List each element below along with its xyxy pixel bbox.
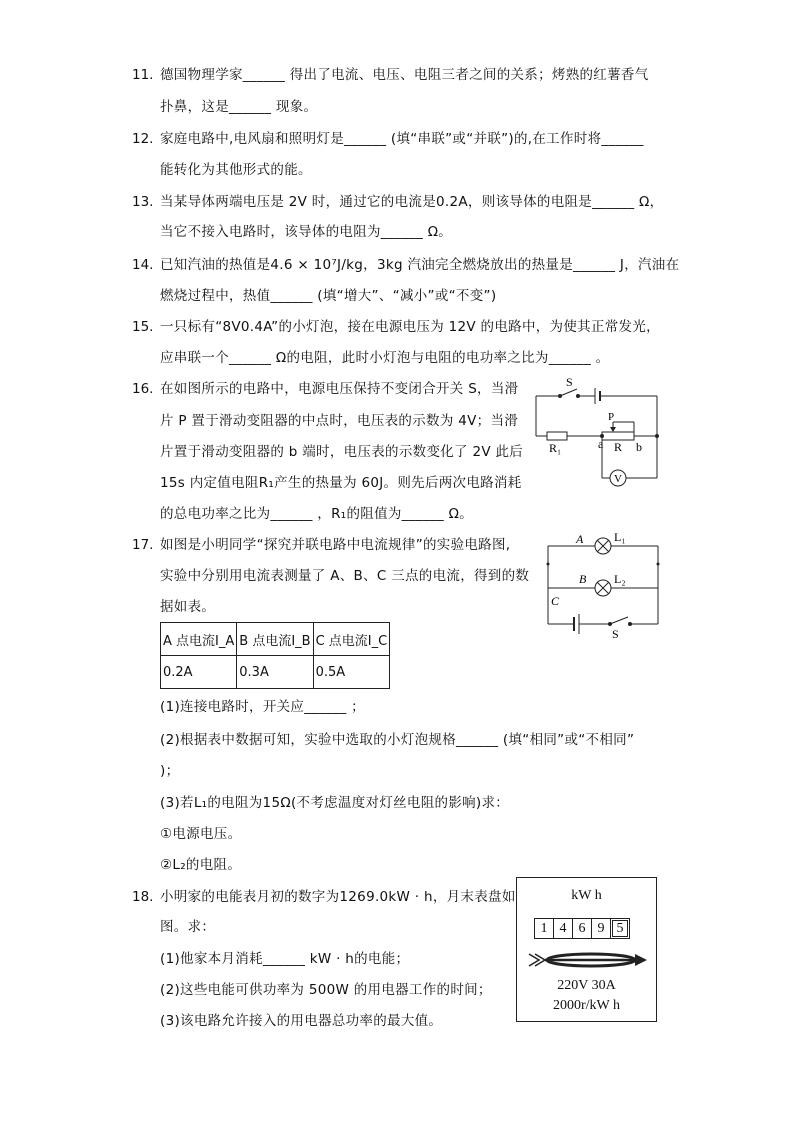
q17-sub-5: ①电源电压。: [160, 826, 242, 842]
q17-l2-label: L₂: [614, 572, 626, 586]
q15-number: 15.: [132, 319, 154, 335]
q18-sub-1: (1)他家本月消耗______ kW · h的电能；: [160, 951, 410, 967]
q16-line-5: 的总电功率之比为______ ，R₁的阻值为______ Ω。: [160, 506, 473, 522]
q12-line-2: 能转化为其他形式的能。: [160, 162, 312, 178]
meter-digit-decimal: 5: [610, 918, 630, 939]
meter-rating: 220V 30A: [557, 978, 616, 993]
q17-sub-6: ②L₂的电阻。: [160, 857, 242, 873]
q18-sub-2: (2)这些电能可供功率为 500W 的用电器工作的时间；: [160, 982, 492, 998]
meter-digit: 6: [572, 918, 592, 939]
meter-unit-label: kW h: [571, 888, 602, 903]
q17-sub-1: (1)连接电路时，开关应______ ；: [160, 699, 365, 715]
q17-point-a: A: [576, 532, 584, 546]
meter-digit: 4: [553, 918, 573, 939]
q16-number: 16.: [132, 381, 154, 397]
table-header-c: C 点电流I_C: [313, 623, 390, 656]
q17-point-b: B: [579, 572, 587, 586]
meter-digits: [535, 918, 630, 939]
q18-line-2: 图。求：: [160, 919, 216, 935]
q18-number: 18.: [132, 889, 154, 905]
q18-sub-3: (3)该电路允许接入的用电器总功率的最大值。: [160, 1013, 443, 1029]
q16-voltmeter-label: V: [614, 473, 622, 485]
q16-line-1: 在如图所示的电路中，电源电压保持不变闭合开关 S，当滑: [160, 381, 519, 397]
q17-circuit-diagram: [540, 526, 665, 641]
q17-sub-2: (2)根据表中数据可知，实验中选取的小灯泡规格______ (填“相同”或“不相同”: [160, 732, 635, 748]
q17-line-1: 如图是小明同学“探究并联电路中电流规律”的实验电路图,: [160, 537, 511, 553]
q16-p-label: P: [608, 411, 615, 423]
table-cell-a: 0.2A: [161, 656, 237, 689]
table-cell-b: 0.3A: [237, 656, 313, 689]
q11-line-1: 德国物理学家______ 得出了电流、电压、电阻三者之间的关系；烤熟的红薯香气: [160, 67, 649, 83]
q17-number: 17.: [132, 537, 154, 553]
q11-number: 11.: [132, 67, 154, 83]
q16-r-label: R: [614, 440, 623, 454]
q11-line-2: 扑鼻，这是______ 现象。: [160, 99, 318, 115]
q17-sub-3: )；: [160, 763, 180, 779]
q15-line-1: 一只标有“8V0.4A”的小灯泡，接在电源电压为 12V 的电路中，为使其正常发光，: [160, 319, 660, 335]
q14-line-2: 燃烧过程中，热值______ (填“增大”、“减小”或“不变”): [160, 288, 497, 304]
q18-line-1: 小明家的电能表月初的数字为1269.0kW · h，月末表盘如: [160, 889, 516, 905]
meter-digit: 1: [534, 918, 554, 939]
q16-switch-label: S: [566, 375, 573, 389]
table-cell-c: 0.5A: [313, 656, 390, 689]
q16-line-4: 15s 内定值电阻R₁产生的热量为 60J。则先后两次电路消耗: [160, 475, 522, 491]
q13-line-1: 当某导体两端电压是 2V 时，通过它的电流是0.2A，则该导体的电阻是______ Ω，: [160, 194, 664, 210]
q17-switch-label: S: [612, 627, 619, 641]
q16-line-2: 片 P 置于滑动变阻器的中点时，电压表的示数为 4V；当滑: [160, 413, 519, 429]
meter-digit: 9: [591, 918, 611, 939]
meter-revolutions: 2000r/kW h: [552, 998, 620, 1013]
q13-line-2: 当它不接入电路时，该导体的电阻为______ Ω。: [160, 224, 453, 240]
q14-line-1: 已知汽油的热值是4.6 × 10⁷J/kg，3kg 汽油完全燃烧放出的热量是______ J，汽油在: [160, 257, 680, 273]
q13-number: 13.: [132, 194, 154, 210]
q16-r1-label: R₁: [549, 441, 562, 455]
q12-number: 12.: [132, 131, 154, 147]
table-row: [161, 656, 390, 689]
q12-line-1: 家庭电路中,电风扇和照明灯是______ (填“串联”或“并联”)的,在工作时将______: [160, 131, 644, 147]
q17-point-c: C: [551, 594, 560, 608]
energy-meter-figure: [516, 877, 657, 1022]
table-header-b: B 点电流I_B: [237, 623, 313, 656]
q17-l1-label: L₁: [614, 530, 626, 544]
table-row: [161, 623, 390, 656]
q15-line-2: 应串联一个______ Ω的电阻，此时小灯泡与电阻的电功率之比为______ 。: [160, 350, 610, 366]
q14-number: 14.: [132, 257, 154, 273]
q16-circuit-diagram: [530, 372, 665, 494]
table-header-a: A 点电流I_A: [161, 623, 237, 656]
q17-line-2: 实验中分别用电流表测量了 A、B、C 三点的电流，得到的数: [160, 568, 530, 584]
q16-b-label: b: [636, 440, 642, 454]
q17-line-3: 据如表。: [160, 599, 216, 615]
q16-a-label: a: [598, 437, 604, 451]
q17-sub-4: (3)若L₁的电阻为15Ω(不考虑温度对灯丝电阻的影响)求：: [160, 795, 510, 811]
q17-data-table: [160, 622, 390, 689]
rotating-disc-arrow-icon: [525, 948, 650, 972]
q16-line-3: 片置于滑动变阻器的 b 端时，电压表的示数变化了 2V 此后: [160, 444, 524, 460]
